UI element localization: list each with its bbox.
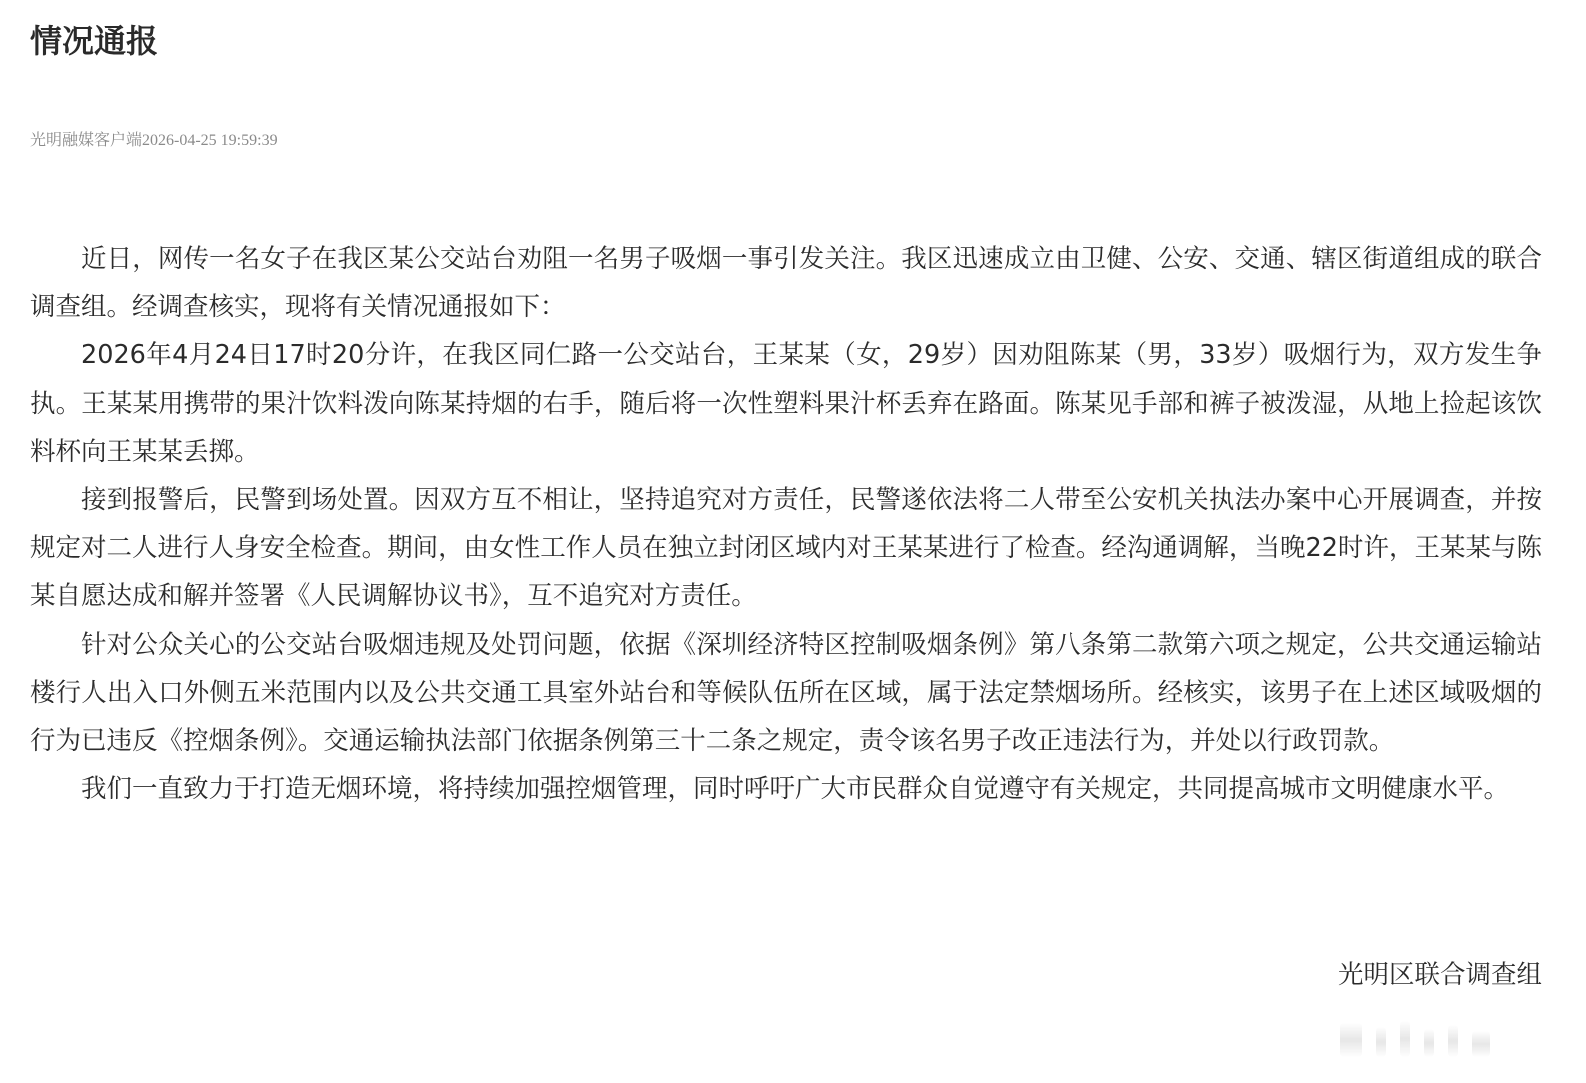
signature: 光明区联合调查组 — [1337, 960, 1542, 990]
watermark-logo — [1340, 1015, 1560, 1057]
publish-datetime: 2026-04-25 19:59:39 — [142, 132, 278, 149]
paragraph: 针对公众关心的公交站台吸烟违规及处罚问题，依据《深圳经济特区控制吸烟条例》第八条第二款第六项之规定，公共交通运输站楼行人出入口外侧五米范围内以及公共交通工具室外站台和等候队伍所在区域，属于法定禁烟场所。经核实，该男子在上述区域吸烟的行为已违反《控烟条例》。交通运输执法部门依据条例第三十二条之规定，责令该名男子改正违法行为，并处以行政罚款。 — [30, 629, 1542, 757]
paragraph: 近日，网传一名女子在我区某公交站台劝阻一名男子吸烟一事引发关注。我区迅速成立由卫健、公安、交通、辖区街道组成的联合调查组。经调查核实，现将有关情况通报如下： — [30, 244, 1542, 323]
article-meta — [30, 127, 278, 150]
article-body — [30, 235, 1542, 813]
paragraph: 2026年4月24日17时20分许，在我区同仁路一公交站台，王某某（女，29岁）因劝阻陈某（男，33岁）吸烟行为，双方发生争执。王某某用携带的果汁饮料泼向陈某持烟的右手，随后将一次性塑料果汁杯丢弃在路面。陈某见手部和裤子被泼湿，从地上捡起该饮料杯向王某某丢掷。 — [30, 340, 1542, 467]
paragraph: 接到报警后，民警到场处置。因双方互不相让，坚持追究对方责任，民警遂依法将二人带至公安机关执法办案中心开展调查，并按规定对二人进行人身安全检查。期间，由女性工作人员在独立封闭区域内对王某某进行了检查。经沟通调解，当晚22时许，王某某与陈某自愿达成和解并签署《人民调解协议书》，互不追究对方责任。 — [30, 485, 1542, 612]
paragraph: 我们一直致力于打造无烟环境，将持续加强控烟管理，同时呼吁广大市民群众自觉遵守有关规定，共同提高城市文明健康水平。 — [81, 774, 1510, 805]
source-label: 光明融媒客户端 — [30, 132, 143, 149]
page-title: 情况通报 — [30, 22, 159, 60]
